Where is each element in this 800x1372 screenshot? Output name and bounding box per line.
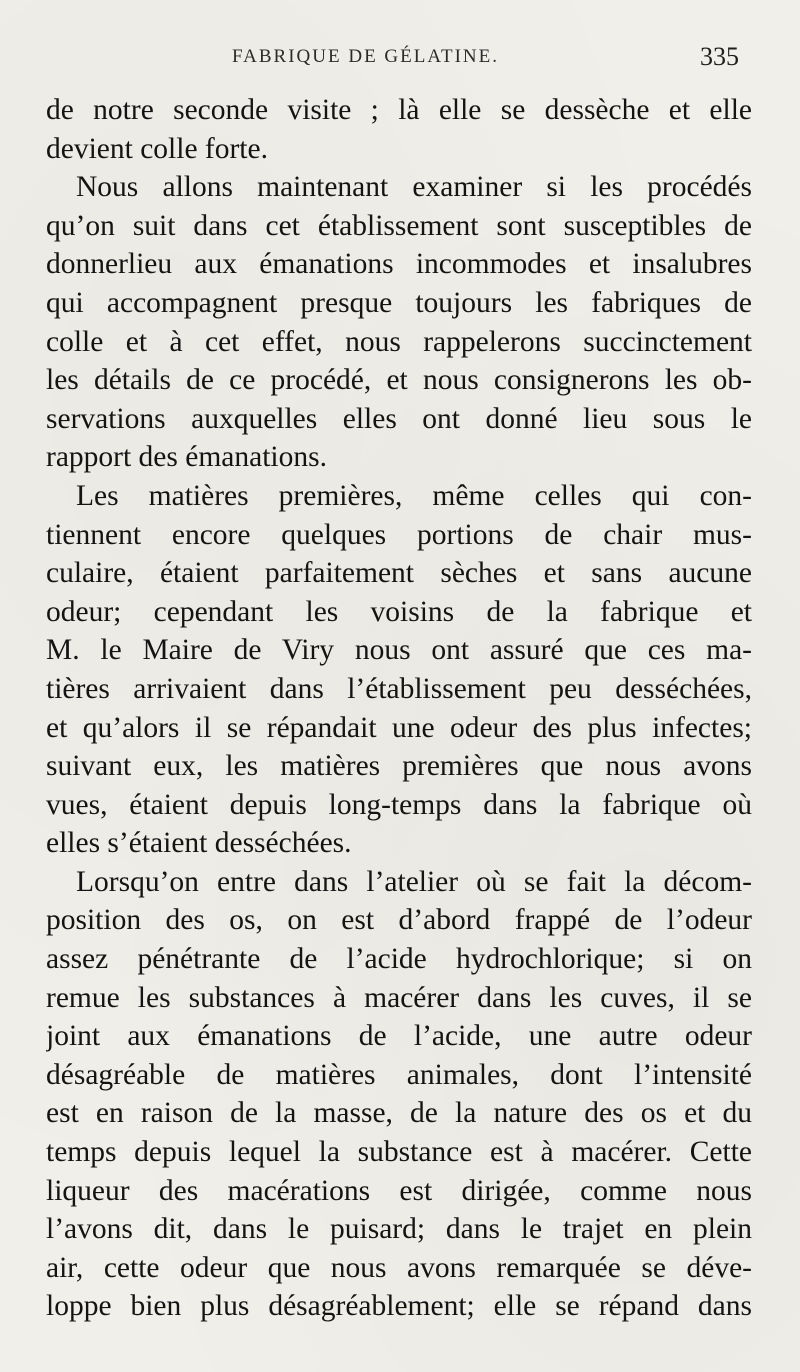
text-line: position des os, on est d’abord frappé de l’odeur — [46, 904, 752, 937]
text-line: Les matières premières, même celles qui con- — [76, 479, 752, 512]
text-line: suivant eux, les matières premières que nous avons — [46, 750, 752, 783]
text-line: vues, étaient depuis long-temps dans la fabrique où — [46, 788, 752, 821]
text-line: assez pénétrante de l’acide hydrochlorique; si on — [46, 943, 752, 976]
text-line: elles s’étaient desséchées. — [46, 827, 352, 860]
text-line: rapport des émanations. — [46, 441, 327, 474]
text-line: servations auxquelles elles ont donné lieu sous le — [46, 402, 752, 435]
text-line: odeur; cependant les voisins de la fabrique et — [46, 595, 752, 628]
text-line: est en raison de la masse, de la nature des os et du — [46, 1097, 752, 1130]
page-number: 335 — [700, 42, 739, 71]
text-line: joint aux émanations de l’acide, une autre odeur — [46, 1020, 752, 1053]
text-line: liqueur des macérations est dirigée, comme nous — [46, 1174, 752, 1207]
text-line: devient colle forte. — [46, 132, 268, 165]
text-line: qui accompagnent presque toujours les fabriques de — [46, 286, 752, 319]
text-line: qu’on suit dans cet établissement sont susceptibles de — [46, 209, 752, 242]
body-text — [46, 91, 752, 1326]
text-line: colle et à cet effet, nous rappelerons succinctement — [46, 325, 752, 358]
text-line: tières arrivaient dans l’établissement peu desséchées, — [46, 672, 752, 705]
text-line: culaire, étaient parfaitement sèches et sans aucune — [46, 557, 752, 590]
page-header — [0, 42, 800, 82]
text-line: et qu’alors il se répandait une odeur des plus infectes; — [46, 711, 752, 744]
running-title: FABRIQUE DE GÉLATINE. — [232, 46, 499, 67]
text-line: de notre seconde visite ; là elle se dessèche et elle — [46, 94, 752, 126]
text-line: M. le Maire de Viry nous ont assuré que ces ma- — [46, 634, 752, 667]
text-line: Lorsqu’on entre dans l’atelier où se fait la décom- — [76, 865, 752, 898]
text-line: l’avons dit, dans le puisard; dans le trajet en plein — [46, 1213, 752, 1246]
text-line: remue les substances à macérer dans les cuves, il se — [46, 981, 752, 1014]
text-line: Nous allons maintenant examiner si les procédés — [76, 171, 752, 204]
text-line: tiennent encore quelques portions de chair mus- — [46, 518, 752, 551]
text-line: donnerlieu aux émanations incommodes et insalubres — [46, 248, 752, 281]
text-line: désagréable de matières animales, dont l’intensité — [46, 1058, 752, 1091]
text-line: loppe bien plus désagréablement; elle se répand dans — [46, 1290, 752, 1323]
text-line: les détails de ce procédé, et nous consignerons les ob- — [46, 364, 752, 397]
text-line: air, cette odeur que nous avons remarquée se déve- — [46, 1251, 752, 1284]
text-line: temps depuis lequel la substance est à macérer. Cette — [46, 1136, 752, 1169]
